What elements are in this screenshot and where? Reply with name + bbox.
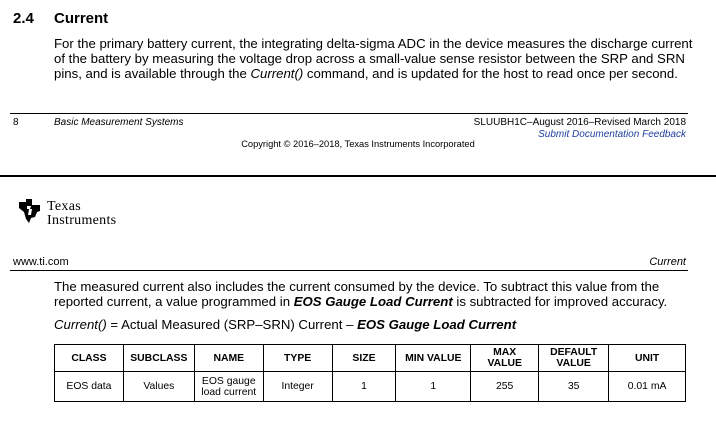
formula-command: Current() bbox=[54, 317, 107, 332]
table-cell: 0.01 mA bbox=[609, 372, 686, 402]
logo-wordmark bbox=[47, 201, 116, 227]
column-header: SUBCLASS bbox=[123, 345, 194, 372]
logo-line-2: Instruments bbox=[47, 213, 117, 228]
header-rule bbox=[10, 270, 688, 271]
footer-rule bbox=[10, 113, 688, 114]
current-formula bbox=[54, 317, 516, 332]
formula-parameter: EOS Gauge Load Current bbox=[357, 317, 517, 332]
logo-line-1: Texas bbox=[47, 199, 81, 214]
ti-logo bbox=[16, 197, 156, 229]
section-paragraph bbox=[54, 36, 694, 82]
column-header: DEFAULT VALUE bbox=[539, 345, 609, 372]
table-cell: Integer bbox=[263, 372, 332, 402]
body-paragraph bbox=[54, 279, 694, 310]
command-name: Current() bbox=[250, 66, 304, 82]
ti-state-icon bbox=[16, 197, 44, 225]
body-text: The measured current also includes the current consumed by the device. To subtract this value from the reported current, a value programmed in bbox=[54, 279, 660, 310]
section-title: Current bbox=[54, 10, 109, 27]
column-header: CLASS bbox=[55, 345, 124, 372]
table-cell: Values bbox=[123, 372, 194, 402]
table-row bbox=[55, 372, 686, 402]
table-cell: 255 bbox=[471, 372, 539, 402]
column-header: UNIT bbox=[609, 345, 686, 372]
table-cell: 1 bbox=[396, 372, 471, 402]
footer-doc-title: Basic Measurement Systems bbox=[54, 117, 184, 128]
table-cell: EOS gauge load current bbox=[194, 372, 263, 402]
literature-number: SLUUBH1C–August 2016–Revised March 2018 bbox=[473, 117, 686, 128]
table-cell: 1 bbox=[332, 372, 396, 402]
section-number: 2.4 bbox=[13, 10, 34, 27]
table-cell: EOS data bbox=[55, 372, 124, 402]
paragraph-text-end: command, and is updated for the host to read once per second. bbox=[303, 66, 678, 82]
column-header: SIZE bbox=[332, 345, 396, 372]
copyright-notice: Copyright © 2016–2018, Texas Instruments Incorporated bbox=[241, 139, 475, 149]
column-header: MAX VALUE bbox=[471, 345, 539, 372]
table-cell: 35 bbox=[539, 372, 609, 402]
paragraph-text: For the primary battery current, the integrating delta-sigma ADC in the device measures the discharge current of the battery by measuring the voltage drop across a small-value sense resistor between the SRP and SRN pins, and is available through the bbox=[54, 36, 693, 82]
parameter-table bbox=[54, 344, 686, 402]
table-header-row bbox=[55, 345, 686, 372]
header-section-name: Current bbox=[649, 256, 686, 268]
formula-text: = Actual Measured (SRP–SRN) Current – bbox=[106, 317, 358, 332]
header-url[interactable]: www.ti.com bbox=[13, 256, 69, 268]
page-break-rule bbox=[0, 175, 716, 177]
body-text-end: is subtracted for improved accuracy. bbox=[452, 294, 668, 310]
column-header: NAME bbox=[194, 345, 263, 372]
column-header: TYPE bbox=[263, 345, 332, 372]
page-number: 8 bbox=[13, 117, 19, 128]
parameter-name: EOS Gauge Load Current bbox=[293, 294, 453, 310]
column-header: MIN VALUE bbox=[396, 345, 471, 372]
feedback-link[interactable]: Submit Documentation Feedback bbox=[538, 129, 686, 140]
